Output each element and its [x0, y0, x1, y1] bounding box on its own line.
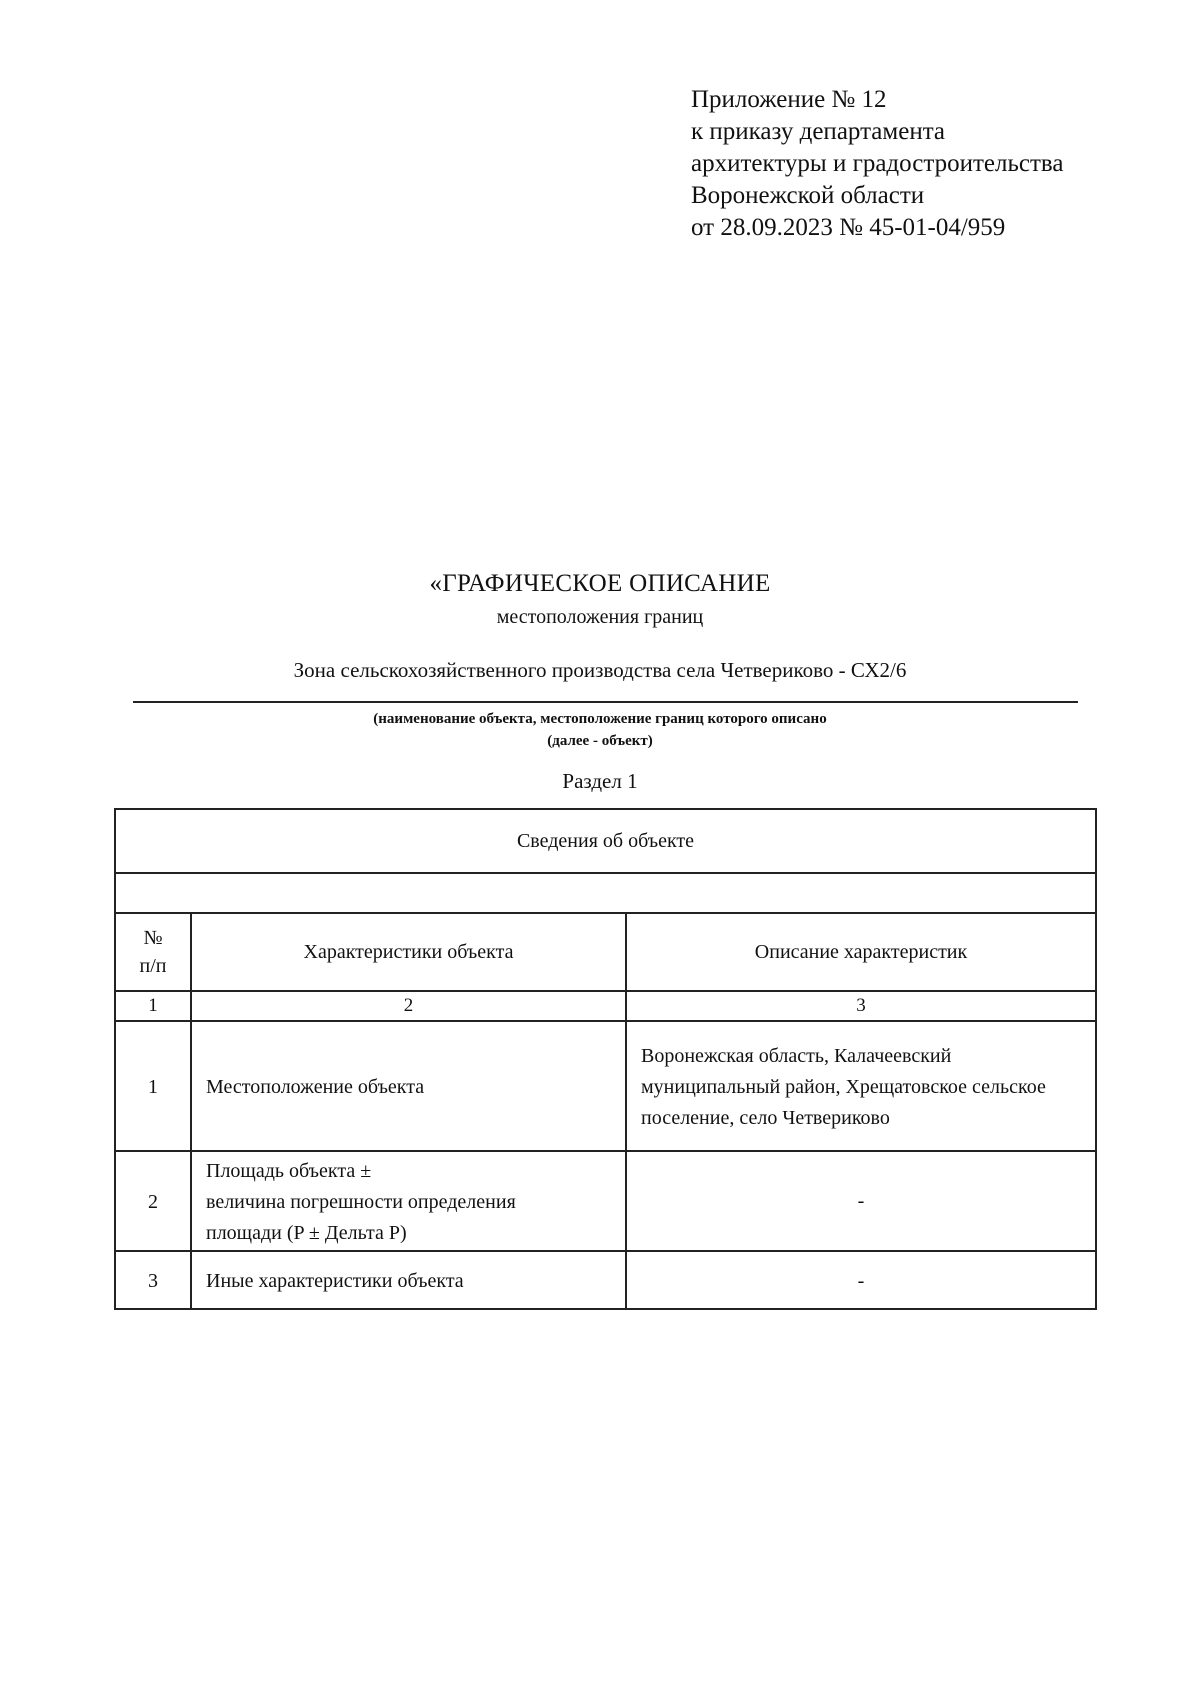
caption-line-2: (далее - объект) — [547, 733, 653, 749]
table-row — [115, 1021, 1096, 1151]
col-description-header: Описание характеристик — [626, 913, 1096, 991]
col-number-3: 3 — [626, 991, 1096, 1021]
col-number-2: 2 — [191, 991, 626, 1021]
object-name-caption — [0, 708, 1200, 752]
table-empty-cell — [115, 873, 1096, 913]
annex-line-2: к приказу департамента — [691, 118, 946, 145]
col-characteristic-header: Характеристики объекта — [191, 913, 626, 991]
row-1-num: 1 — [115, 1021, 191, 1151]
row-2-characteristic — [191, 1151, 626, 1251]
annex-line-1: Приложение № 12 — [691, 86, 887, 113]
row-2-num: 2 — [115, 1151, 191, 1251]
col-num-header-line-2: п/п — [139, 955, 167, 977]
object-name: Зона сельскохозяйственного производства села Четвериково - СХ2/6 — [293, 658, 907, 682]
row-1-characteristic: Местоположение объекта — [191, 1021, 626, 1151]
row-2-characteristic-line-2: величина погрешности определения — [206, 1190, 516, 1213]
col-num-header-line-1: № — [143, 927, 163, 949]
row-1-description: Воронежская область, Калачеевский муниципальный район, Хрещатовское сельское поселение, село Четвериково — [626, 1021, 1096, 1151]
table-title: Сведения об объекте — [115, 809, 1096, 873]
table-header-row — [115, 913, 1096, 991]
row-3-description: - — [626, 1251, 1096, 1309]
object-info-table — [114, 808, 1097, 1310]
caption-line-1: (наименование объекта, местоположение границ которого описано — [373, 711, 827, 727]
table-row — [115, 1151, 1096, 1251]
document-title: «ГРАФИЧЕСКОЕ ОПИСАНИЕ — [429, 570, 771, 597]
annex-block — [691, 84, 1063, 244]
row-2-characteristic-line-3: площади (P ± Дельта P) — [206, 1221, 407, 1244]
table-empty-row — [115, 873, 1096, 913]
object-name-underline — [133, 701, 1078, 703]
annex-line-5: от 28.09.2023 № 45-01-04/959 — [691, 214, 1006, 241]
row-2-characteristic-line-1: Площадь объекта ± — [206, 1159, 372, 1182]
col-num-header — [115, 913, 191, 991]
annex-line-3: архитектуры и градостроительства — [691, 150, 1064, 177]
row-2-description: - — [626, 1151, 1096, 1251]
row-3-num: 3 — [115, 1251, 191, 1309]
table-column-numbers-row — [115, 991, 1096, 1021]
table-row — [115, 1251, 1096, 1309]
section-label: Раздел 1 — [562, 769, 638, 793]
table-title-row — [115, 809, 1096, 873]
document-subtitle: местоположения границ — [496, 606, 704, 628]
annex-line-4: Воронежской области — [691, 182, 925, 209]
col-number-1: 1 — [115, 991, 191, 1021]
row-3-characteristic: Иные характеристики объекта — [191, 1251, 626, 1309]
